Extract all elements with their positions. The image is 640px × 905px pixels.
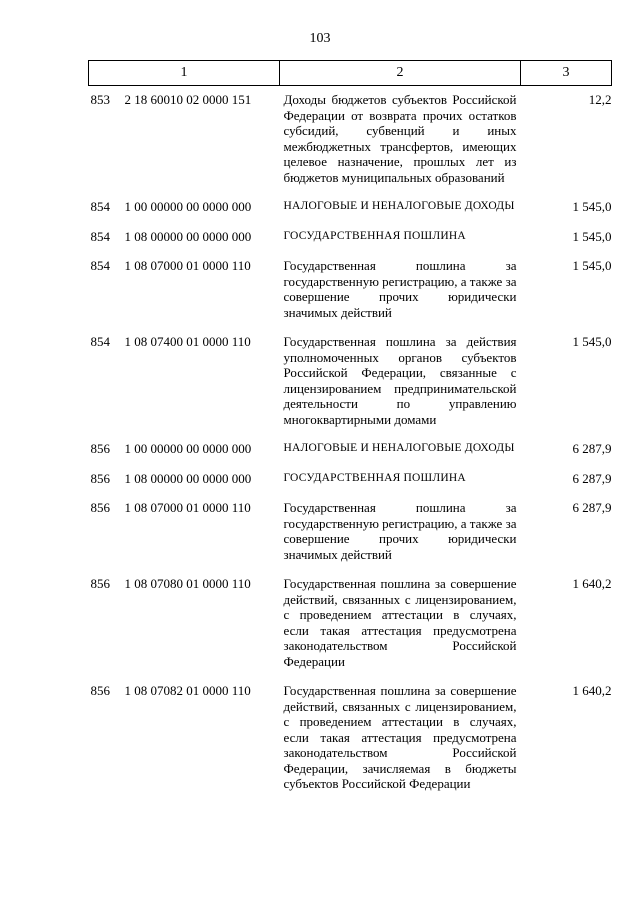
amount-cell: 6 287,9 — [572, 470, 612, 486]
amount-cell: 6 287,9 — [572, 441, 612, 456]
amount-cell: 1 545,0 — [572, 334, 612, 349]
admin-code: 854 — [90, 228, 110, 244]
revenue-name: Доходы бюджетов субъектов Российской Федерации от возврата прочих остатков субсидий, субвенций и иных межбюджетных трансфертов, имеющих целевое назначение, прошлых лет из бюджетов муниципальных образований — [283, 92, 517, 185]
code-cell — [89, 576, 280, 683]
table-body — [89, 86, 612, 806]
code-cell — [89, 441, 280, 471]
code-cell — [89, 229, 280, 259]
revenue-name: ГОСУДАРСТВЕННАЯ ПОШЛИНА — [283, 471, 466, 484]
table-header-row — [89, 61, 612, 86]
budget-classification-code: 1 08 07000 01 0000 110 — [124, 500, 251, 515]
amount-cell: 1 640,2 — [572, 576, 612, 591]
budget-classification-code: 1 08 07082 01 0000 110 — [124, 683, 251, 698]
table-row — [89, 86, 612, 200]
code-cell — [89, 471, 280, 501]
revenue-name: НАЛОГОВЫЕ И НЕНАЛОГОВЫЕ ДОХОДЫ — [283, 442, 515, 454]
code-cell — [89, 199, 280, 229]
revenue-name: ГОСУДАРСТВЕННАЯ ПОШЛИНА — [283, 229, 466, 242]
header-col-1: 1 — [89, 61, 280, 86]
budget-classification-code: 1 08 07000 01 0000 110 — [124, 258, 251, 273]
code-cell — [89, 258, 280, 334]
revenue-name: НАЛОГОВЫЕ И НЕНАЛОГОВЫЕ ДОХОДЫ — [283, 200, 515, 212]
amount-cell: 1 545,0 — [572, 199, 612, 214]
budget-classification-code: 1 00 00000 00 0000 000 — [124, 199, 252, 214]
table-row — [89, 258, 612, 334]
amount-cell: 1 545,0 — [572, 228, 612, 244]
budget-classification-code: 1 08 00000 00 0000 000 — [124, 470, 252, 486]
budget-classification-code: 1 00 00000 00 0000 000 — [124, 441, 252, 456]
budget-classification-code: 1 08 07400 01 0000 110 — [124, 334, 251, 349]
code-cell — [89, 334, 280, 441]
revenue-name: Государственная пошлина за совершение действий, связанных с лицензированием, с проведением аттестации в случаях, если такая аттестация предусмотрена законодательством Российской Федерации — [283, 576, 517, 669]
table-row — [89, 471, 612, 501]
admin-code: 856 — [90, 500, 110, 515]
revenue-name: Государственная пошлина за государственную регистрацию, а также за совершение прочих юридически значимых действий — [283, 258, 517, 320]
admin-code: 854 — [90, 199, 110, 214]
admin-code: 854 — [90, 258, 110, 273]
table-row — [89, 500, 612, 576]
revenue-name: Государственная пошлина за действия уполномоченных органов субъектов Российской Федерации, связанные с лицензированием предпринимательской деятельности по управлению многоквартирными домами — [283, 334, 517, 427]
code-cell — [89, 500, 280, 576]
revenue-name: Государственная пошлина за совершение действий, связанных с лицензированием, с проведением аттестации в случаях, если такая аттестация предусмотрена законодательством Российской Федерации, зачисляемая в бюджеты субъектов Российской Федерации — [283, 683, 517, 791]
budget-classification-code: 1 08 00000 00 0000 000 — [124, 228, 252, 244]
code-cell — [89, 683, 280, 806]
amount-cell: 6 287,9 — [572, 500, 612, 515]
table-row — [89, 576, 612, 683]
revenue-table — [88, 60, 612, 806]
admin-code: 856 — [90, 441, 110, 456]
amount-cell: 1 545,0 — [572, 258, 612, 273]
table-row — [89, 441, 612, 471]
code-cell — [89, 86, 280, 200]
page-number: 103 — [309, 31, 331, 46]
table-row — [89, 683, 612, 806]
amount-cell: 1 640,2 — [572, 683, 612, 698]
table-row — [89, 229, 612, 259]
admin-code: 853 — [90, 92, 110, 107]
header-col-2: 2 — [280, 61, 521, 86]
admin-code: 856 — [90, 576, 110, 591]
amount-cell: 12,2 — [588, 92, 612, 107]
table-row — [89, 334, 612, 441]
revenue-name: Государственная пошлина за государственную регистрацию, а также за совершение прочих юридически значимых действий — [283, 500, 517, 562]
table-row — [89, 199, 612, 229]
budget-classification-code: 1 08 07080 01 0000 110 — [124, 576, 251, 591]
admin-code: 856 — [90, 683, 110, 698]
admin-code: 854 — [90, 334, 110, 349]
header-col-3: 3 — [521, 61, 612, 86]
budget-classification-code: 2 18 60010 02 0000 151 — [124, 92, 252, 107]
admin-code: 856 — [90, 470, 110, 486]
